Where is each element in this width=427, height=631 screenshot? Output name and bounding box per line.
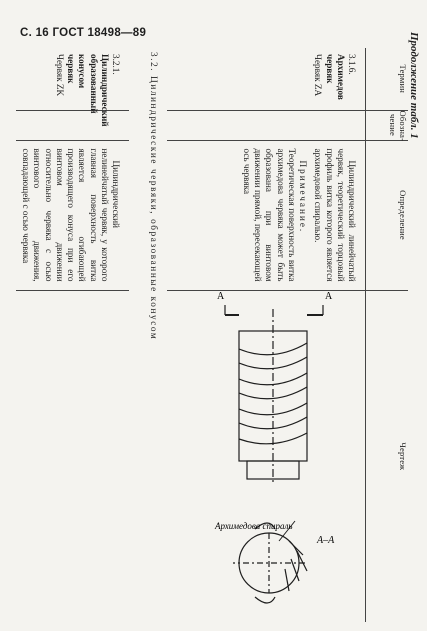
col-header-term: Термин: [366, 48, 409, 110]
term-alt: Червяк ZK: [54, 54, 65, 97]
table-continuation-label: Продолжение табл. 1: [408, 32, 420, 139]
note-text: Теоретическая поверхность витка архимедова червяка может быть образована при винтовом движении прямой, пересекающей ось червяка: [242, 148, 297, 282]
section-hatch: [285, 541, 307, 591]
term-name: Цилиндрический образованный конусом червяк: [66, 54, 110, 127]
worm-drawing: [175, 291, 365, 623]
definition-text: Цилиндрический нелинейчатый червяк, у которого главная поверхность витка является огибающей производящего конуса при его винтовом движении относительно червяка с осью винтового движения, совпадающей с осью червяка: [21, 148, 121, 282]
col-header-designation: Обозна-чение: [366, 110, 409, 140]
table-row: [167, 48, 366, 622]
section-row: [129, 48, 167, 622]
section-label: А–А: [317, 534, 335, 546]
definition-text: Цилиндрический линейчатый червяк, теоретический торцовый профиль витка которого является архимедовой спиралью.: [313, 148, 357, 282]
drawing-cell: [167, 290, 366, 622]
cut-label-a2: А: [217, 290, 225, 302]
section-title: 3.2. Цилиндрические червяки, образованные конусом: [149, 52, 159, 341]
drawing-cell-empty: [16, 290, 129, 622]
definition-cell: [167, 140, 366, 290]
col-header-drawing: Чертеж: [366, 290, 409, 622]
note-label: Примечание.: [298, 160, 309, 234]
spiral-label: Архимедова спираль: [215, 520, 293, 531]
table-header-row: [366, 48, 409, 622]
term-number: 3.2.1.: [111, 54, 121, 75]
page-header: С. 16 ГОСТ 18498—89: [20, 27, 147, 39]
term-cell: [167, 48, 366, 110]
rotated-table: [21, 48, 408, 622]
designation-cell: [167, 110, 366, 140]
term-number: 3.1.6.: [347, 54, 357, 75]
term-name: Архимедов червяк: [324, 54, 346, 100]
designation-cell: [16, 110, 129, 140]
definition-cell: [16, 140, 129, 290]
col-header-definition: Определение: [366, 140, 409, 290]
cut-label-a1: А: [325, 290, 333, 302]
table-row: [16, 48, 129, 622]
section-lobe-2: [255, 597, 275, 603]
term-cell: [16, 48, 129, 127]
term-alt: Червяк ZA: [313, 54, 324, 97]
terms-table: [16, 48, 408, 622]
